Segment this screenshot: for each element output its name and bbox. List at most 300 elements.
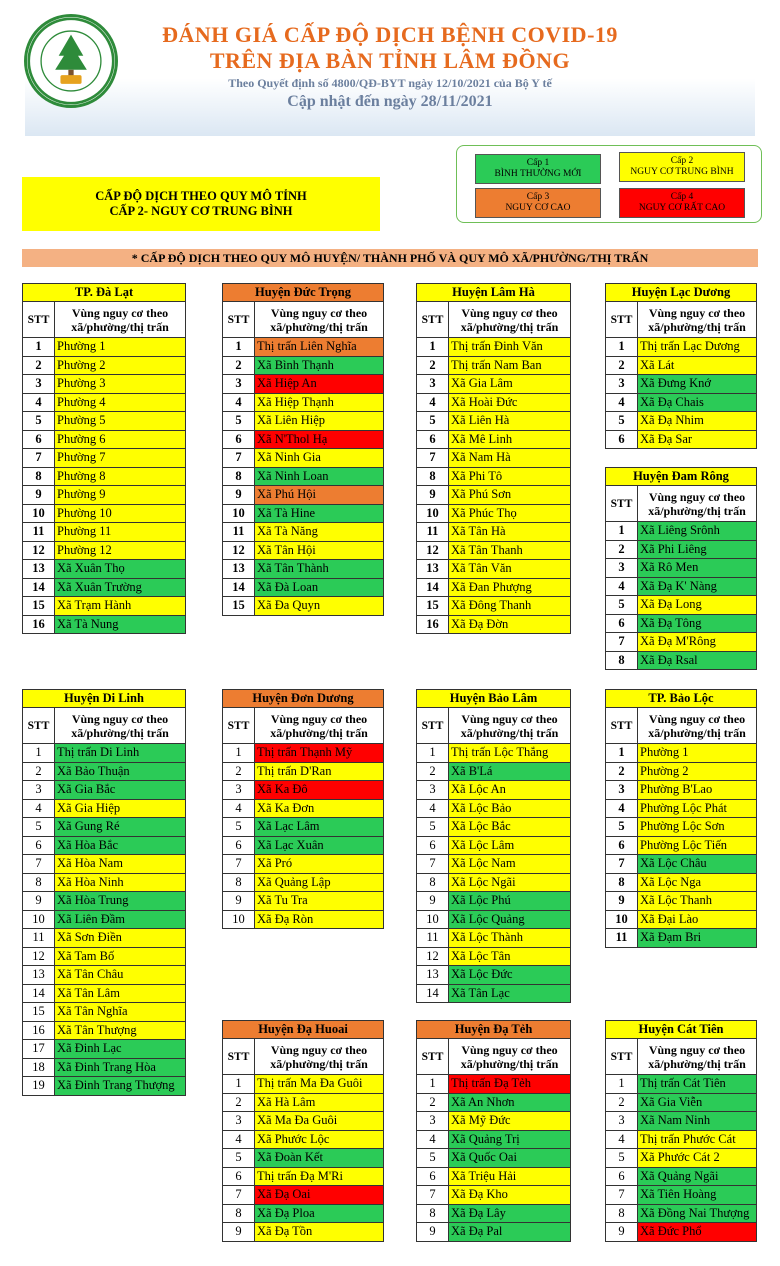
- table-row: [223, 1112, 384, 1131]
- table-row: [23, 873, 186, 892]
- district-name: Huyện Lâm Hà: [417, 284, 571, 302]
- row-number: 17: [23, 1040, 55, 1059]
- row-number: 5: [606, 818, 638, 837]
- commune-name: Xã Đạ Rsal: [638, 651, 757, 670]
- commune-name: Xã Pró: [255, 855, 384, 874]
- district-table: [22, 689, 186, 1096]
- table-row: [417, 560, 571, 579]
- commune-name: Xã Lộc Thanh: [638, 892, 757, 911]
- table-row: [606, 744, 757, 763]
- commune-name: Thị trấn Lộc Thắng: [449, 744, 571, 763]
- column-header-stt: STT: [23, 708, 55, 744]
- table-row: [223, 504, 384, 523]
- row-number: 10: [417, 504, 449, 523]
- table-row: [23, 744, 186, 763]
- commune-name: Xã Lạc Xuân: [255, 836, 384, 855]
- commune-name: Thị trấn Thạnh Mỹ: [255, 744, 384, 763]
- row-number: 7: [223, 449, 255, 468]
- row-number: 1: [606, 1075, 638, 1094]
- table-row: [223, 1149, 384, 1168]
- column-header-zone: Vùng nguy cơ theo xã/phường/thị trấn: [55, 302, 186, 338]
- commune-name: Thị trấn Liên Nghĩa: [255, 338, 384, 357]
- table-row: [606, 412, 757, 431]
- legend-level-3-desc: NGUY CƠ CAO: [505, 203, 571, 213]
- column-header-zone: Vùng nguy cơ theo xã/phường/thị trấn: [255, 708, 384, 744]
- row-number: 10: [223, 910, 255, 929]
- row-number: 8: [23, 873, 55, 892]
- row-number: 6: [417, 430, 449, 449]
- legend-level-2: [619, 152, 745, 182]
- table-row: [223, 873, 384, 892]
- commune-name: Xã Hiệp An: [255, 375, 384, 394]
- table-row: [23, 486, 186, 505]
- commune-name: Phường 6: [55, 430, 186, 449]
- row-number: 12: [223, 541, 255, 560]
- commune-name: Xã Lộc Đức: [449, 966, 571, 985]
- table-row: [223, 467, 384, 486]
- table-row: [606, 338, 757, 357]
- commune-name: Xã Hòa Trung: [55, 892, 186, 911]
- column-header-stt: STT: [223, 708, 255, 744]
- commune-name: Xã Đạ Lây: [449, 1204, 571, 1223]
- table-row: [223, 818, 384, 837]
- row-number: 8: [606, 1204, 638, 1223]
- row-number: 16: [23, 615, 55, 634]
- table-row: [417, 1130, 571, 1149]
- commune-name: Thị trấn Nam Ban: [449, 356, 571, 375]
- commune-name: Xã Đạ Long: [638, 596, 757, 615]
- table-row: [223, 449, 384, 468]
- row-number: 5: [223, 818, 255, 837]
- table-row: [23, 356, 186, 375]
- district-table: [22, 283, 186, 634]
- table-row: [223, 1167, 384, 1186]
- commune-name: Xã Tà Năng: [255, 523, 384, 542]
- table-row: [223, 375, 384, 394]
- column-header-zone: Vùng nguy cơ theo xã/phường/thị trấn: [55, 708, 186, 744]
- row-number: 7: [223, 1186, 255, 1205]
- table-row: [23, 781, 186, 800]
- row-number: 12: [23, 947, 55, 966]
- table-row: [417, 412, 571, 431]
- table-row: [23, 504, 186, 523]
- row-number: 8: [417, 1204, 449, 1223]
- commune-name: Xã Nam Hà: [449, 449, 571, 468]
- row-number: 8: [606, 873, 638, 892]
- table-row: [223, 393, 384, 412]
- table-row: [23, 836, 186, 855]
- table-row: [23, 338, 186, 357]
- row-number: 3: [606, 375, 638, 394]
- commune-name: Phường 2: [638, 762, 757, 781]
- table-row: [23, 1040, 186, 1059]
- row-number: 8: [417, 873, 449, 892]
- row-number: 10: [417, 910, 449, 929]
- table-row: [23, 430, 186, 449]
- table-row: [417, 818, 571, 837]
- commune-name: Xã Đạ Tồn: [255, 1223, 384, 1242]
- table-row: [223, 338, 384, 357]
- table-row: [606, 873, 757, 892]
- commune-name: Xã Gia Lâm: [449, 375, 571, 394]
- table-row: [417, 504, 571, 523]
- row-number: 5: [417, 412, 449, 431]
- commune-name: Xã Đoàn Kết: [255, 1149, 384, 1168]
- commune-name: Xã Ninh Loan: [255, 467, 384, 486]
- commune-name: Xã Đạ Ròn: [255, 910, 384, 929]
- table-row: [417, 1186, 571, 1205]
- commune-name: Xã Tân Thành: [255, 560, 384, 579]
- commune-name: Xã Phi Liêng: [638, 540, 757, 559]
- table-row: [417, 873, 571, 892]
- commune-name: Xã Tân Châu: [55, 966, 186, 985]
- table-row: [606, 855, 757, 874]
- commune-name: Xã Đức Phổ: [638, 1223, 757, 1242]
- row-number: 4: [223, 1130, 255, 1149]
- table-row: [606, 1223, 757, 1242]
- column-header-stt: STT: [606, 302, 638, 338]
- table-row: [417, 947, 571, 966]
- commune-name: Xã Quốc Oai: [449, 1149, 571, 1168]
- commune-name: Xã Tân Văn: [449, 560, 571, 579]
- table-row: [23, 892, 186, 911]
- table-row: [606, 910, 757, 929]
- legend-box: [456, 145, 762, 223]
- row-number: 10: [23, 910, 55, 929]
- commune-name: Phường 8: [55, 467, 186, 486]
- column-header-stt: STT: [606, 1039, 638, 1075]
- commune-name: Xã Xuân Thọ: [55, 560, 186, 579]
- table-row: [606, 781, 757, 800]
- district-name: Huyện Cát Tiên: [606, 1021, 757, 1039]
- commune-name: Xã Lộc Bảo: [449, 799, 571, 818]
- commune-name: Phường 3: [55, 375, 186, 394]
- commune-name: Xã Đạ Oai: [255, 1186, 384, 1205]
- row-number: 5: [23, 412, 55, 431]
- table-row: [606, 522, 757, 541]
- table-row: [23, 375, 186, 394]
- table-row: [223, 541, 384, 560]
- commune-name: Xã Đạ Chais: [638, 393, 757, 412]
- column-header-zone: Vùng nguy cơ theo xã/phường/thị trấn: [255, 302, 384, 338]
- commune-name: Xã Gia Hiệp: [55, 799, 186, 818]
- commune-name: Xã Lộc Nam: [449, 855, 571, 874]
- table-row: [23, 929, 186, 948]
- commune-name: Xã Tân Hà: [449, 523, 571, 542]
- row-number: 1: [223, 338, 255, 357]
- column-header-zone: Vùng nguy cơ theo xã/phường/thị trấn: [449, 1039, 571, 1075]
- commune-name: Xã Tu Tra: [255, 892, 384, 911]
- commune-name: Xã Lộc Phú: [449, 892, 571, 911]
- table-row: [417, 1223, 571, 1242]
- row-number: 2: [23, 356, 55, 375]
- district-name: Huyện Đạ Tẻh: [417, 1021, 571, 1039]
- row-number: 2: [417, 356, 449, 375]
- page-title: ĐÁNH GIÁ CẤP ĐỘ DỊCH BỆNH COVID-19: [162, 22, 618, 47]
- table-row: [417, 836, 571, 855]
- row-number: 2: [23, 762, 55, 781]
- district-table: [222, 689, 384, 929]
- row-number: 11: [417, 929, 449, 948]
- legend-level-1: [475, 154, 601, 184]
- district-section-banner: * CẤP ĐỘ DỊCH THEO QUY MÔ HUYỆN/ THÀNH PHỐ VÀ QUY MÔ XÃ/PHƯỜNG/THỊ TRẤN: [22, 249, 758, 267]
- commune-name: Xã Sơn Điền: [55, 929, 186, 948]
- column-header-zone: Vùng nguy cơ theo xã/phường/thị trấn: [449, 708, 571, 744]
- row-number: 2: [606, 762, 638, 781]
- row-number: 5: [417, 1149, 449, 1168]
- row-number: 2: [606, 1093, 638, 1112]
- row-number: 10: [223, 504, 255, 523]
- table-row: [417, 393, 571, 412]
- district-table: [416, 1020, 571, 1242]
- table-row: [606, 1149, 757, 1168]
- table-row: [223, 560, 384, 579]
- row-number: 7: [23, 449, 55, 468]
- table-row: [23, 615, 186, 634]
- table-row: [223, 430, 384, 449]
- column-header-zone: Vùng nguy cơ theo xã/phường/thị trấn: [449, 302, 571, 338]
- table-row: [417, 984, 571, 1003]
- commune-name: Xã Bình Thạnh: [255, 356, 384, 375]
- row-number: 15: [23, 597, 55, 616]
- table-row: [417, 541, 571, 560]
- table-row: [606, 892, 757, 911]
- row-number: 3: [417, 781, 449, 800]
- row-number: 8: [223, 873, 255, 892]
- row-number: 4: [417, 1130, 449, 1149]
- row-number: 8: [606, 651, 638, 670]
- commune-name: Phường 9: [55, 486, 186, 505]
- commune-name: Xã Hòa Ninh: [55, 873, 186, 892]
- table-row: [23, 393, 186, 412]
- table-row: [223, 744, 384, 763]
- commune-name: Xã Lộc Ngãi: [449, 873, 571, 892]
- commune-name: Xã Gia Viễn: [638, 1093, 757, 1112]
- table-row: [23, 818, 186, 837]
- table-row: [606, 1186, 757, 1205]
- district-table: [416, 689, 571, 1003]
- commune-name: Xã Phúc Thọ: [449, 504, 571, 523]
- table-row: [606, 577, 757, 596]
- row-number: 3: [223, 375, 255, 394]
- commune-name: Xã Hoài Đức: [449, 393, 571, 412]
- table-row: [606, 430, 757, 449]
- row-number: 11: [223, 523, 255, 542]
- commune-name: Xã Bảo Thuận: [55, 762, 186, 781]
- commune-name: Xã Trạm Hành: [55, 597, 186, 616]
- commune-name: Xã B'Lá: [449, 762, 571, 781]
- legend-level-3: [475, 188, 601, 218]
- row-number: 2: [606, 540, 638, 559]
- table-row: [417, 855, 571, 874]
- row-number: 2: [417, 1093, 449, 1112]
- commune-name: Xã Đạm Bri: [638, 929, 757, 948]
- row-number: 3: [223, 781, 255, 800]
- row-number: 14: [23, 578, 55, 597]
- row-number: 3: [223, 1112, 255, 1131]
- row-number: 12: [23, 541, 55, 560]
- commune-name: Xã Đinh Trang Hòa: [55, 1058, 186, 1077]
- table-row: [23, 910, 186, 929]
- table-row: [223, 1186, 384, 1205]
- commune-name: Xã Tân Thanh: [449, 541, 571, 560]
- row-number: 13: [223, 560, 255, 579]
- table-row: [223, 578, 384, 597]
- legend-level-4-desc: NGUY CƠ RẤT CAO: [638, 203, 726, 213]
- row-number: 9: [23, 486, 55, 505]
- row-number: 11: [606, 929, 638, 948]
- row-number: 6: [223, 836, 255, 855]
- table-row: [606, 633, 757, 652]
- table-row: [417, 578, 571, 597]
- commune-name: Xã Đạ Tông: [638, 614, 757, 633]
- commune-name: Xã Đạ Kho: [449, 1186, 571, 1205]
- commune-name: Xã Đan Phượng: [449, 578, 571, 597]
- row-number: 4: [223, 799, 255, 818]
- row-number: 1: [606, 522, 638, 541]
- commune-name: Xã Lộc Thành: [449, 929, 571, 948]
- table-row: [417, 762, 571, 781]
- table-row: [23, 1058, 186, 1077]
- table-row: [23, 762, 186, 781]
- row-number: 9: [23, 892, 55, 911]
- commune-name: Phường 10: [55, 504, 186, 523]
- table-row: [23, 966, 186, 985]
- table-row: [417, 523, 571, 542]
- column-header-stt: STT: [606, 486, 638, 522]
- row-number: 12: [417, 947, 449, 966]
- commune-name: Xã Lộc Châu: [638, 855, 757, 874]
- table-row: [23, 799, 186, 818]
- row-number: 7: [417, 1186, 449, 1205]
- commune-name: Xã Đinh Trang Thượng: [55, 1077, 186, 1096]
- row-number: 2: [606, 356, 638, 375]
- table-row: [417, 929, 571, 948]
- row-number: 4: [606, 1130, 638, 1149]
- row-number: 3: [417, 1112, 449, 1131]
- commune-name: Xã Triệu Hải: [449, 1167, 571, 1186]
- commune-name: Xã Gia Bắc: [55, 781, 186, 800]
- commune-name: Phường 7: [55, 449, 186, 468]
- legend-level-4: [619, 188, 745, 218]
- table-row: [417, 1093, 571, 1112]
- district-table: [416, 283, 571, 634]
- row-number: 3: [606, 1112, 638, 1131]
- commune-name: Xã Tân Nghĩa: [55, 1003, 186, 1022]
- commune-name: Xã Đạ Đờn: [449, 615, 571, 634]
- table-row: [223, 356, 384, 375]
- commune-name: Xã Phước Cát 2: [638, 1149, 757, 1168]
- row-number: 4: [23, 393, 55, 412]
- table-row: [606, 799, 757, 818]
- province-level-heading: CẤP ĐỘ DỊCH THEO QUY MÔ TỈNH: [95, 189, 307, 203]
- row-number: 11: [23, 929, 55, 948]
- commune-name: Xã Tà Hine: [255, 504, 384, 523]
- table-row: [606, 1167, 757, 1186]
- table-row: [417, 892, 571, 911]
- table-row: [417, 744, 571, 763]
- district-table: [222, 283, 384, 616]
- table-row: [23, 855, 186, 874]
- table-row: [606, 929, 757, 948]
- commune-name: Thị trấn Lạc Dương: [638, 338, 757, 357]
- legend-level-4-title: Cấp 4: [670, 192, 694, 202]
- table-row: [223, 799, 384, 818]
- table-row: [417, 467, 571, 486]
- row-number: 4: [606, 393, 638, 412]
- province-level-value: CẤP 2- NGUY CƠ TRUNG BÌNH: [109, 204, 293, 218]
- commune-name: Phường 4: [55, 393, 186, 412]
- commune-name: Xã Lộc Quảng: [449, 910, 571, 929]
- table-row: [23, 467, 186, 486]
- commune-name: Xã Lộc Tân: [449, 947, 571, 966]
- table-row: [23, 578, 186, 597]
- commune-name: Phường 2: [55, 356, 186, 375]
- commune-name: Phường 5: [55, 412, 186, 431]
- commune-name: Xã Hà Lâm: [255, 1093, 384, 1112]
- commune-name: Xã Đưng Knớ: [638, 375, 757, 394]
- commune-name: Xã Lạc Lâm: [255, 818, 384, 837]
- table-row: [417, 449, 571, 468]
- row-number: 6: [223, 1167, 255, 1186]
- table-row: [606, 393, 757, 412]
- commune-name: Xã Phú Sơn: [449, 486, 571, 505]
- row-number: 16: [417, 615, 449, 634]
- commune-name: Xã Lộc Nga: [638, 873, 757, 892]
- row-number: 1: [23, 338, 55, 357]
- commune-name: Xã Ka Đô: [255, 781, 384, 800]
- row-number: 2: [417, 762, 449, 781]
- commune-name: Phường 12: [55, 541, 186, 560]
- district-name: TP. Bảo Lộc: [606, 690, 757, 708]
- table-row: [606, 614, 757, 633]
- row-number: 9: [417, 486, 449, 505]
- table-row: [417, 338, 571, 357]
- commune-name: Xã Nam Ninh: [638, 1112, 757, 1131]
- table-row: [23, 1077, 186, 1096]
- commune-name: Xã Hòa Bắc: [55, 836, 186, 855]
- row-number: 1: [223, 1075, 255, 1094]
- table-row: [606, 1093, 757, 1112]
- legend-level-1-title: Cấp 1: [526, 158, 550, 168]
- table-row: [606, 596, 757, 615]
- commune-name: Phường B'Lao: [638, 781, 757, 800]
- table-row: [223, 1204, 384, 1223]
- province-level-box: [22, 177, 380, 231]
- table-row: [23, 1021, 186, 1040]
- commune-name: Xã Lộc Lâm: [449, 836, 571, 855]
- row-number: 8: [223, 467, 255, 486]
- commune-name: Xã Liên Đầm: [55, 910, 186, 929]
- row-number: 8: [223, 1204, 255, 1223]
- table-row: [223, 412, 384, 431]
- legend-level-1-desc: BÌNH THƯỜNG MỚI: [494, 169, 582, 179]
- commune-name: Thị trấn Ma Đa Guôi: [255, 1075, 384, 1094]
- table-row: [606, 540, 757, 559]
- commune-name: Xã Mỹ Đức: [449, 1112, 571, 1131]
- commune-name: Xã Liên Hiệp: [255, 412, 384, 431]
- district-table: [605, 689, 757, 948]
- commune-name: Xã Tam Bố: [55, 947, 186, 966]
- row-number: 1: [417, 338, 449, 357]
- commune-name: Phường Lộc Tiến: [638, 836, 757, 855]
- row-number: 1: [223, 744, 255, 763]
- commune-name: Xã Quảng Trị: [449, 1130, 571, 1149]
- row-number: 3: [606, 559, 638, 578]
- table-row: [23, 412, 186, 431]
- column-header-zone: Vùng nguy cơ theo xã/phường/thị trấn: [638, 486, 757, 522]
- commune-name: Xã Đạ K' Nàng: [638, 577, 757, 596]
